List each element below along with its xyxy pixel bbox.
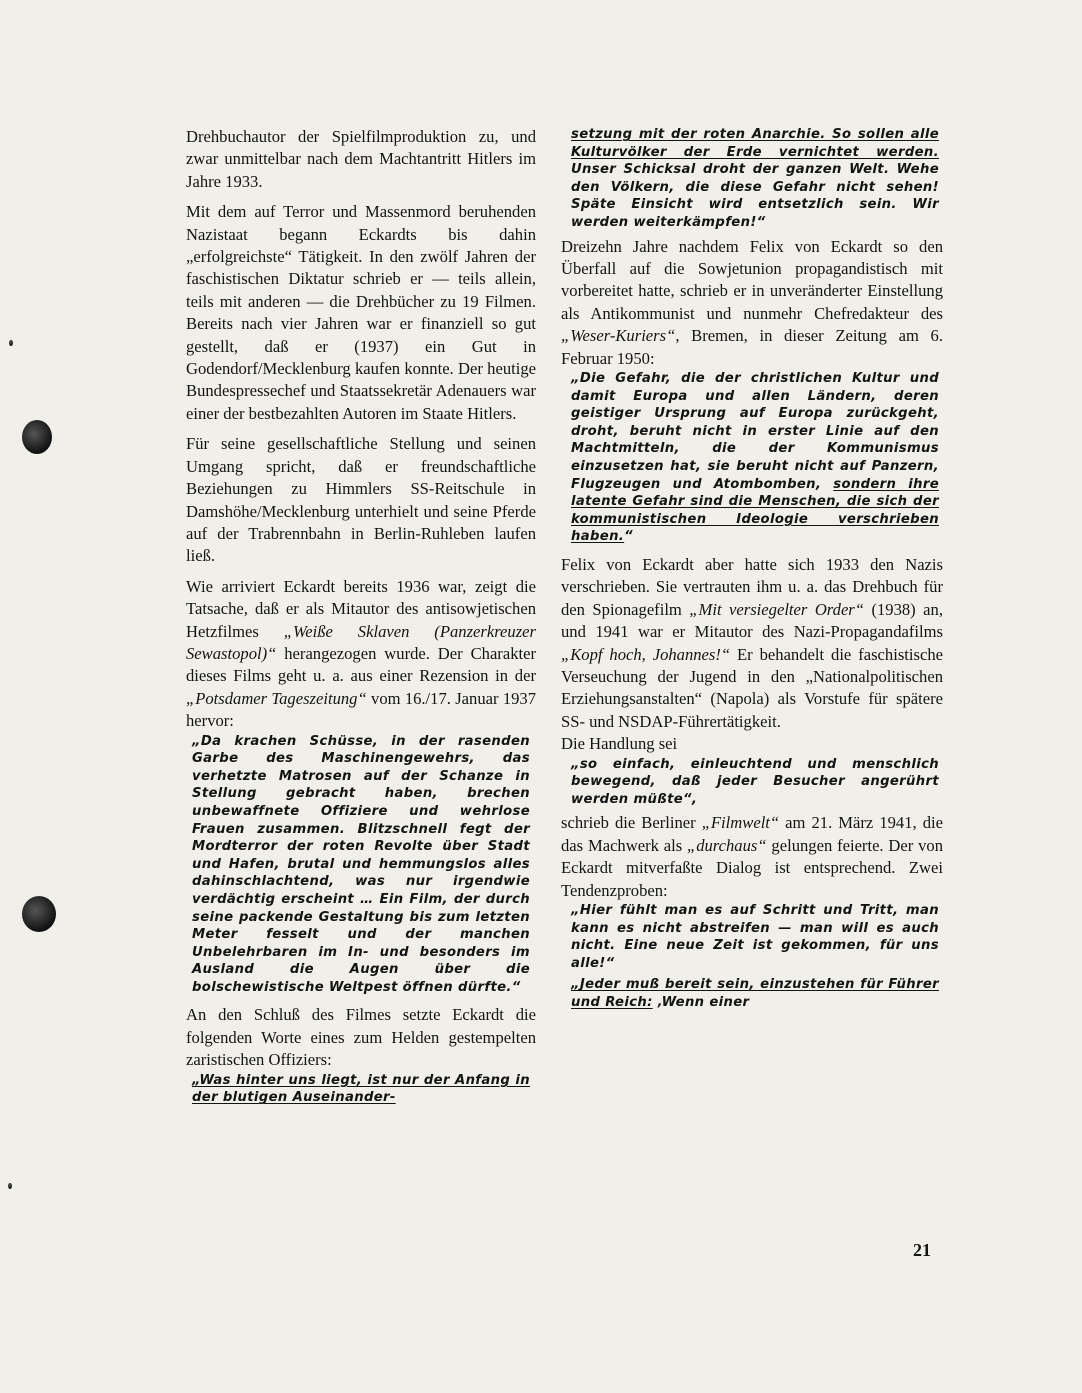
newspaper-title: „Weser-Kuriers“: [561, 326, 676, 346]
paragraph: [561, 554, 943, 733]
paragraph: Mit dem auf Terror und Massenmord beruhenden Nazistaat begann Eckardts bis dahin „erfolgreichste“ Tätigkeit. In den zwölf Jahren der faschistischen Diktatur schrieb er — teils allein, teils mit anderen — die Drehbücher zu 19 Filmen. Bereits nach vier Jahren war er finanziell so gut gestellt, daß er (1937) ein Gut in Godendorf/Mecklenburg kaufen konnte. Der heutige Bundespressechef und Staatssekretär Adenauers war einer der bestbezahlten Autoren im Staate Hitlers.: [186, 202, 536, 423]
text-run: , Bremen, in dieser Zeitung am 6. Februar 1950:: [561, 326, 943, 368]
text-run: am 21. März 1941, die das Machwerk als: [561, 813, 943, 855]
magazine-title: „Filmwelt“: [701, 813, 780, 833]
text-run: Felix von Eckardt aber hatte sich 1933 den Nazis verschrieben. Sie vertrauten ihm u. a. das Drehbuch für den Spionagefilm: [561, 554, 943, 619]
text-run: gelungen feierte. Der von Eckardt mitverfaßte Dialog ist entsprechend. Zwei Tendenzproben:: [561, 835, 943, 900]
block-quote: [561, 370, 939, 546]
page-number: 21: [913, 1240, 931, 1260]
text-run: Unser Schicksal droht der ganzen Welt. Wehe den Völkern, die diese Gefahr nicht sehen! Späte Einsicht wird entsetzlich sein. Wir werden weiterkämpfen!“: [571, 162, 939, 230]
block-quote: „Da krachen Schüsse, in der rasenden Garbe des Maschinengewehrs, das verhetzte Matrosen auf der Schanze in Stellung gebracht haben, brechen unbewaffnete Offiziere und wehrlose Frauen zusammen. Blitzschnell fegt der Mordterror der roten Revolte über Stadt und Hafen, brutal und hemmungslos alles dahinschlachtend, was nur irgendwie verdächtig erscheint … Ein Film, der durch seine packende Gestaltung bis zum letzten Meter fesselt und der manchen Unbelehrbaren im In- und besonders im Ausland die Augen über die bolschewistische Weltpest öffnen dürfte.“: [192, 733, 530, 995]
block-quote: [561, 976, 939, 1011]
scan-speck: [9, 340, 13, 346]
block-quote: „Hier fühlt man es auf Schritt und Tritt, man kann es nicht abstreifen — man will es auch nicht. Eine neue Zeit ist gekommen, für uns alle!“: [571, 903, 939, 971]
left-column: [186, 126, 536, 1107]
block-quote: „so einfach, einleuchtend und menschlich bewegend, daß jeder Besucher angerührt werden müßte“,: [571, 756, 939, 807]
underlined-text: „Jeder muß bereit sein, einzustehen für Führer und Reich:: [571, 977, 939, 1010]
text-run: “: [624, 529, 634, 545]
paragraph: Drehbuchautor der Spielfilmproduktion zu, und zwar unmittelbar nach dem Machtantritt Hitlers im Jahre 1933.: [186, 127, 536, 191]
text-run: (1938) an, und 1941 war er Mitautor des Nazi-Propagandafilms: [561, 599, 943, 642]
film-title: „Weiße Sklaven (Panzerkreuzer Sewastopol)“: [186, 621, 536, 663]
text-run: Wie arriviert Eckardt bereits 1936 war, zeigt die Tatsache, daß er als Mitautor des antisowjetischen Hetzfilmes: [186, 576, 536, 641]
underlined-text: setzung mit der roten Anarchie. So sollen alle Kulturvölker der Erde vernichtet werden.: [571, 127, 939, 160]
block-quote: [561, 126, 939, 232]
block-quote: „Was hinter uns liegt, ist nur der Anfang in der blutigen Auseinander-: [192, 1072, 530, 1106]
emphasis: „durchaus“: [686, 835, 767, 855]
film-title: „Mit versiegelter Order“: [689, 599, 864, 619]
scan-speck: [8, 1183, 12, 1189]
binding-hole-mark-top: [22, 420, 52, 454]
underlined-text: sondern ihre latente Gefahr sind die Menschen, die sich der kommunistischen Ideologie verschrieben haben.: [571, 476, 939, 545]
right-column: [561, 126, 943, 1012]
paragraph: [186, 576, 536, 733]
newspaper-title: „Potsdamer Tageszeitung“: [186, 688, 367, 708]
text-run: Dreizehn Jahre nachdem Felix von Eckardt so den Überfall auf die Sowjetunion propagandistisch mit vorbereitet hatte, schrieb er in unveränderter Einstellung als Antikommunist und nunmehr Chefredakteur des: [561, 236, 943, 323]
paragraph: Für seine gesellschaftliche Stellung und seinen Umgang spricht, daß er freundschaftliche Beziehungen zu Himmlers SS-Reitschule in Damshöhe/Mecklenburg unterhielt und seine Pferde auf der Trabrennbahn in Berlin-Ruhleben laufen ließ.: [186, 434, 536, 566]
text-run: Er behandelt die faschistische Verseuchung der Jugend in den „Nationalpolitischen Erziehungsanstalten“ (Napola) als Vorstufe für spätere SS- und NSDAP-Führertätigkeit.: [561, 644, 943, 731]
text-run: „Die Gefahr, die der christlichen Kultur und damit Europa und allen Ländern, deren geistiger Ursprung auf Europa zurückgeht, droht, beruht nicht in erster Linie auf den Machtmitteln, die der Kommunismus einzusetzen hat, sie beruht nicht auf Panzern, Flugzeugen und Atombomben,: [571, 371, 939, 492]
text-run: herangezogen wurde. Der Charakter dieses Films geht u. a. aus einer Rezension in der: [186, 643, 536, 686]
film-title: „Kopf hoch, Johannes!“: [561, 644, 731, 664]
text-run: vom 16./17. Januar 1937 hervor:: [186, 688, 537, 731]
paragraph: Die Handlung sei: [561, 734, 678, 754]
paragraph: An den Schluß des Filmes setzte Eckardt die folgenden Worte eines zum Helden gestempelten zaristischen Offiziers:: [186, 1005, 536, 1070]
paragraph: [561, 812, 943, 902]
text-run: ‚Wenn einer: [652, 994, 750, 1010]
binding-hole-mark-bottom: [22, 896, 56, 932]
text-run: schrieb die Berliner: [561, 813, 702, 833]
paragraph: [561, 236, 943, 370]
